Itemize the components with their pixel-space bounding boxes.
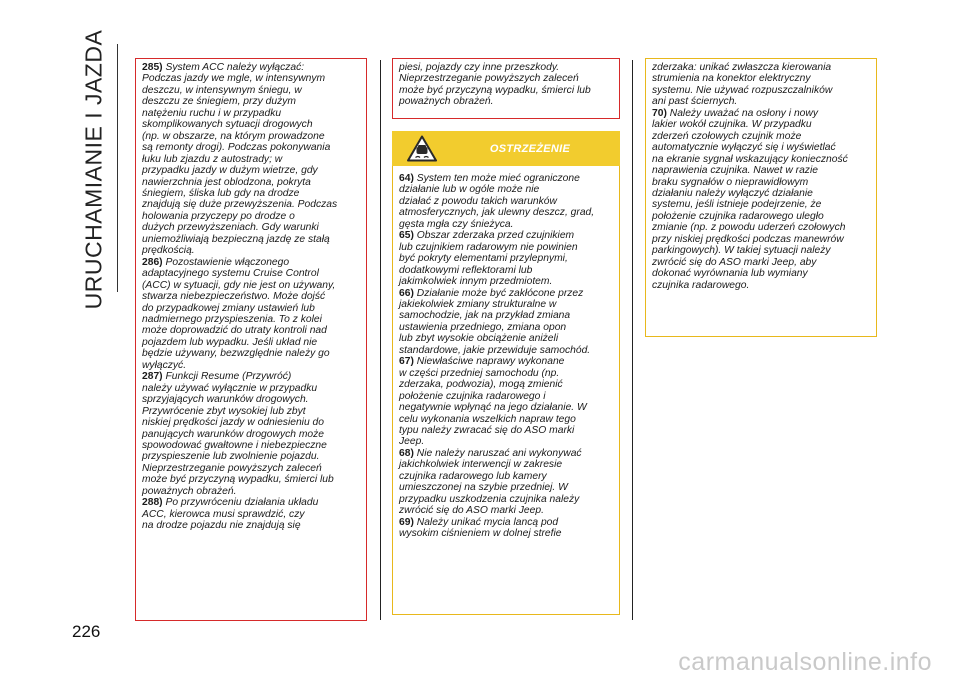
note-item xyxy=(652,62,871,108)
warning-box-col1 xyxy=(135,58,367,621)
column-divider-2 xyxy=(632,60,633,620)
note-text: Pozostawienie włączonego adaptacyjnego systemu Cruise Control (ACC) w sytuacji, gdy nie jest on używany, stwarza niebezpieczeństwo. Może dojść do przypadkowej zmiany ustawień lub nadmiernego przyspieszenia. To z kolei może doprowadzić do utraty kontroli nad pojazdem lub wypadku. Jeśli układ nie będzie używany, bezwzględnie należy go wyłączyć. xyxy=(142,256,336,371)
column-divider-1 xyxy=(380,60,381,620)
note-item xyxy=(652,108,871,291)
note-number: 65) xyxy=(399,230,414,242)
note-number: 68) xyxy=(399,447,414,459)
note-number: 287) xyxy=(142,371,163,383)
page-number: 226 xyxy=(72,622,101,641)
section-title-text: URUCHAMIANIE I JAZDA xyxy=(80,29,107,309)
section-title-rule xyxy=(117,44,118,292)
note-item xyxy=(142,62,361,257)
notice-box-col3 xyxy=(645,58,877,337)
note-item xyxy=(399,173,614,230)
note-text: Obszar zderzaka przed czujnikiem lub czujnikiem radarowym nie powinien być pokryty elementami przylepnymi, dodatkowymi reflektorami lub jakimkolwiek innym przedmiotem. xyxy=(399,230,578,288)
note-item xyxy=(399,230,614,287)
note-item xyxy=(142,257,361,372)
note-text: Funkcji Resume (Przywróć) należy używać wyłącznie w przypadku sprzyjających warunków drogowych. Przywrócenie zbyt wysokiej lub zbyt niskiej prędkości jazdy w odniesieniu do panujących warunków drogowych może spowodować gwałtowne i niebezpieczne przyspieszenie lub zwolnienie pojazdu. Nieprzestrzeganie powyższych zaleceń może być przyczyną wypadku, śmierci lub poważnych obrażeń. xyxy=(142,371,334,497)
note-item xyxy=(399,356,614,448)
section-title xyxy=(72,29,116,309)
note-item xyxy=(142,497,361,531)
notice-list-col2 xyxy=(399,169,614,540)
note-text: Należy unikać mycia lancą pod wysokim ciśnieniem w dolnej strefie xyxy=(399,516,562,540)
note-number: 288) xyxy=(142,497,163,509)
notice-box-col2 xyxy=(392,166,620,615)
note-text: System ten może mieć ograniczone działanie lub w ogóle może nie działać z powodu takich warunków atmosferycznych, jak ulewny deszcz, grad, gęsta mgła czy śnieżyca. xyxy=(399,173,595,230)
note-number: 64) xyxy=(399,173,414,184)
notice-list-col3 xyxy=(652,62,871,291)
note-text: Nie należy naruszać ani wykonywać jakichkolwiek interwencji w zakresie czujnika radarowego lub kamery umieszczonej na szybie przedniej. W przypadku uszkodzenia czujnika należy zwrócić się do ASO marki Jeep. xyxy=(399,447,582,517)
note-text: Działanie może być zakłócone przez jakiekolwiek zmiany strukturalne w samochodzie, jak na przykład zmiana ustawienia przedniego, zmiana opon lub zbyt wysokie obciążenie aniżeli standardowe, jakie przewiduje samochód. xyxy=(399,287,591,356)
note-number: 285) xyxy=(142,62,163,73)
watermark: carmanualsonline.info xyxy=(678,648,932,676)
warning-header-bar xyxy=(392,131,620,166)
note-number: 286) xyxy=(142,256,163,268)
note-text: Niewłaściwe naprawy wykonane w części przedniej samochodu (np. zderzaka, podwozia), mogą zmienić położenie czujnika radarowego i negatywnie wpłynąć na jego działanie. W celu wykonania wszelkich napraw tego typu należy zwracać się do ASO marki Jeep. xyxy=(399,356,587,448)
note-number: 70) xyxy=(652,107,667,119)
note-text: Po przywróceniu działania układu ACC, kierowca musi sprawdzić, czy na drodze pojazdu nie znajdują się xyxy=(142,497,319,532)
note-item xyxy=(399,448,614,517)
note-number: 69) xyxy=(399,516,414,528)
warning-list-col1 xyxy=(142,62,361,532)
warning-continuation-box xyxy=(392,58,620,119)
note-text: Należy uważać na osłony i nowy lakier wokół czujnika. W przypadku zderzeń czołowych czujnik może automatycznie wyłączyć się i wyświetlać na ekranie sygnał wskazujący konieczność naprawienia czujnika. Nawet w razie braku sygnałów o nieprawidłowym działaniu należy wyłączyć działanie systemu, jeśli istnieje podejrzenie, że położenie czujnika radarowego uległo zmianie (np. z powodu uderzeń czołowych przy niskiej prędkości podczas manewrów parkingowych). W takiej sytuacji należy zwrócić się do ASO marki Jeep, aby dokonać wyrównania lub wymiany czujnika radarowego. xyxy=(652,107,848,291)
note-item xyxy=(399,517,614,540)
warning-header-label: OSTRZEŻENIE xyxy=(489,142,571,155)
note-number: 66) xyxy=(399,287,414,299)
note-number: 67) xyxy=(399,356,414,368)
note-item xyxy=(142,371,361,497)
note-item xyxy=(399,288,614,357)
note-text: zderzaka: unikać zwłaszcza kierowania strumienia na konektor elektryczny systemu. Nie używać rozpuszczalników ani past ściernych. xyxy=(652,62,833,108)
note-text: System ACC należy wyłączać: Podczas jazdy we mgle, w intensywnym deszczu, w intensywnym śniegu, w deszczu ze śniegiem, przy dużym natężeniu ruchu i w przypadku skomplikowanych sytuacji drogowych (np. w obszarze, na którym prowadzone są remonty drogi). Podczas pokonywania łuku lub zjazdu z autostrady; w przypadku jazdy w dużym wietrze, gdy nawierzchnia jest oblodzona, pokryta śniegiem, śliska lub gdy na drodze znajdują się duże przewyższenia. Podczas holowania przyczepy po drodze o dużych przewyższeniach. Gdy warunki uniemożliwiają bezpieczną jazdę ze stałą prędkością. xyxy=(142,62,338,257)
car-skid-warning-icon xyxy=(392,131,452,166)
warning-continuation-text: piesi, pojazdy czy inne przeszkody. Nieprzestrzeganie powyższych zaleceń może być przyczyną wypadku, śmierci lub poważnych obrażeń. xyxy=(399,62,591,108)
